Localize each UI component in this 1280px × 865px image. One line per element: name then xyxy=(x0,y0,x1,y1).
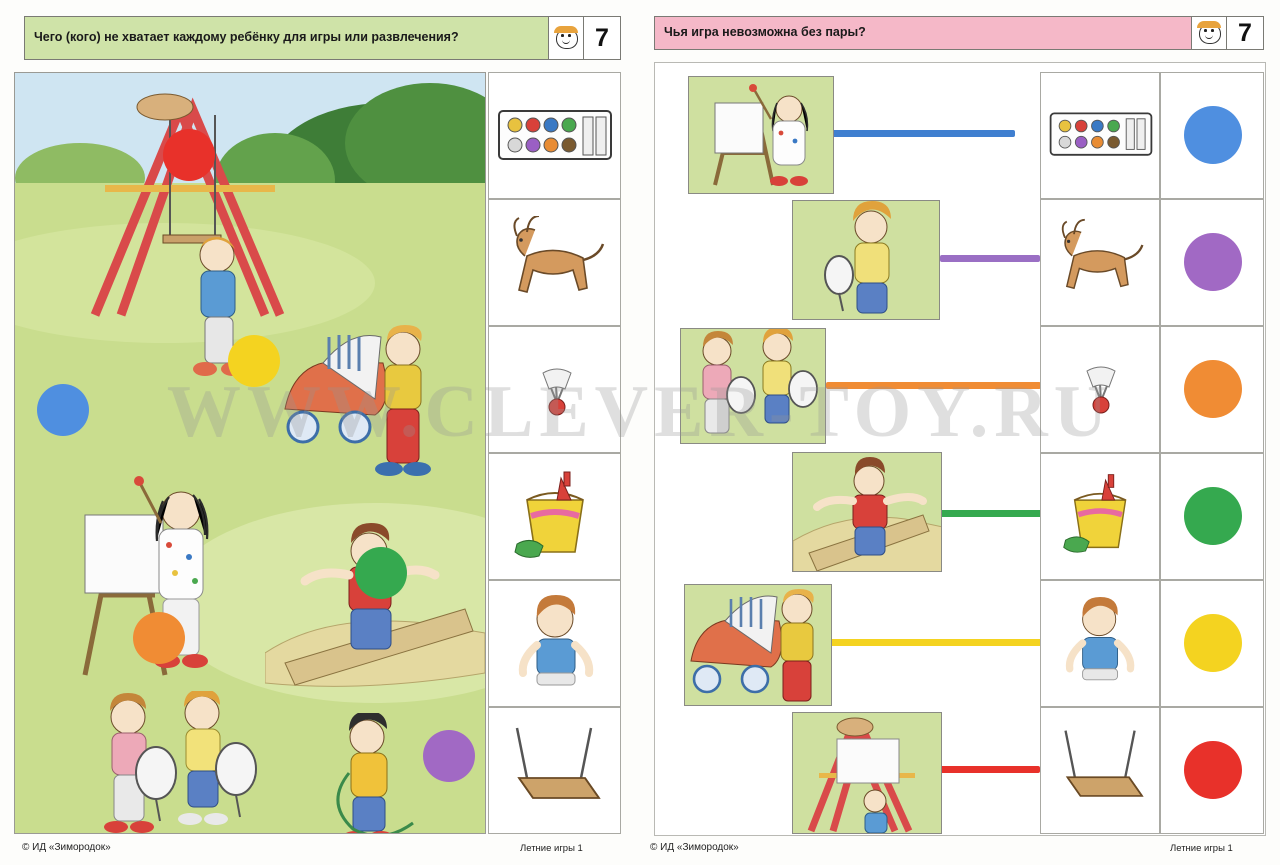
red-dot xyxy=(163,129,215,181)
doll-item xyxy=(1040,580,1160,707)
orange-dot xyxy=(1184,360,1242,418)
left-footer-series: Летние игры 1 xyxy=(520,843,583,854)
purple-dot xyxy=(423,730,475,782)
blue-dot xyxy=(37,384,89,436)
tile-pram xyxy=(684,584,832,706)
left-header xyxy=(24,16,621,60)
sand-bucket-item xyxy=(488,453,621,580)
right-header xyxy=(654,16,1264,50)
purple-dot xyxy=(1184,233,1242,291)
link-sandbox xyxy=(940,510,1042,517)
swing-seat-item xyxy=(1040,707,1160,834)
answer-dot-cell[interactable] xyxy=(1160,72,1264,199)
yellow-dot xyxy=(228,335,280,387)
shuttlecock-item xyxy=(488,326,621,453)
answer-dot-cell[interactable] xyxy=(1160,326,1264,453)
link-pram xyxy=(830,639,1042,646)
green-dot xyxy=(355,547,407,599)
tile-boy-racket xyxy=(792,200,940,320)
red-dot xyxy=(1184,741,1242,799)
toy-deer-item xyxy=(1040,199,1160,326)
left-page-number: 7 xyxy=(583,17,620,59)
orange-dot xyxy=(133,612,185,664)
toy-deer-item xyxy=(488,199,621,326)
green-dot xyxy=(1184,487,1242,545)
yellow-dot xyxy=(1184,614,1242,672)
playground-scene xyxy=(14,72,486,834)
swing-seat-item xyxy=(488,707,621,834)
child-face-icon xyxy=(1191,17,1226,49)
right-footer-copyright: © ИД «Зимородок» xyxy=(650,842,739,853)
right-page-number: 7 xyxy=(1226,17,1263,49)
link-swinging xyxy=(940,255,1040,262)
sand-bucket-item xyxy=(1040,453,1160,580)
answer-dot-cell[interactable] xyxy=(1160,707,1264,834)
doll-item xyxy=(488,580,621,707)
shuttlecock-item xyxy=(1040,326,1160,453)
left-footer-copyright: © ИД «Зимородок» xyxy=(22,842,111,853)
link-badminton xyxy=(826,382,1041,389)
link-swing xyxy=(940,766,1040,773)
left-question: Чего (кого) не хватает каждому ребёнку для игры или развлечения? xyxy=(34,30,459,45)
answer-dot-cell[interactable] xyxy=(1160,453,1264,580)
paint-box-item xyxy=(1040,72,1160,199)
tile-badminton xyxy=(680,328,826,444)
tile-sandbox xyxy=(792,452,942,572)
link-painter xyxy=(830,130,1015,137)
right-question: Чья игра невозможна без пары? xyxy=(664,25,866,40)
right-card xyxy=(640,0,1280,865)
watermark-text: WWW.CLEVER-TOY.RU xyxy=(166,371,1114,453)
right-footer-series: Летние игры 1 xyxy=(1170,843,1233,854)
tile-swing xyxy=(792,712,942,834)
answer-dot-cell[interactable] xyxy=(1160,199,1264,326)
blue-dot xyxy=(1184,106,1242,164)
answer-dot-cell[interactable] xyxy=(1160,580,1264,707)
tile-painter xyxy=(688,76,834,194)
paint-box-item xyxy=(488,72,621,199)
child-face-icon xyxy=(548,17,583,59)
